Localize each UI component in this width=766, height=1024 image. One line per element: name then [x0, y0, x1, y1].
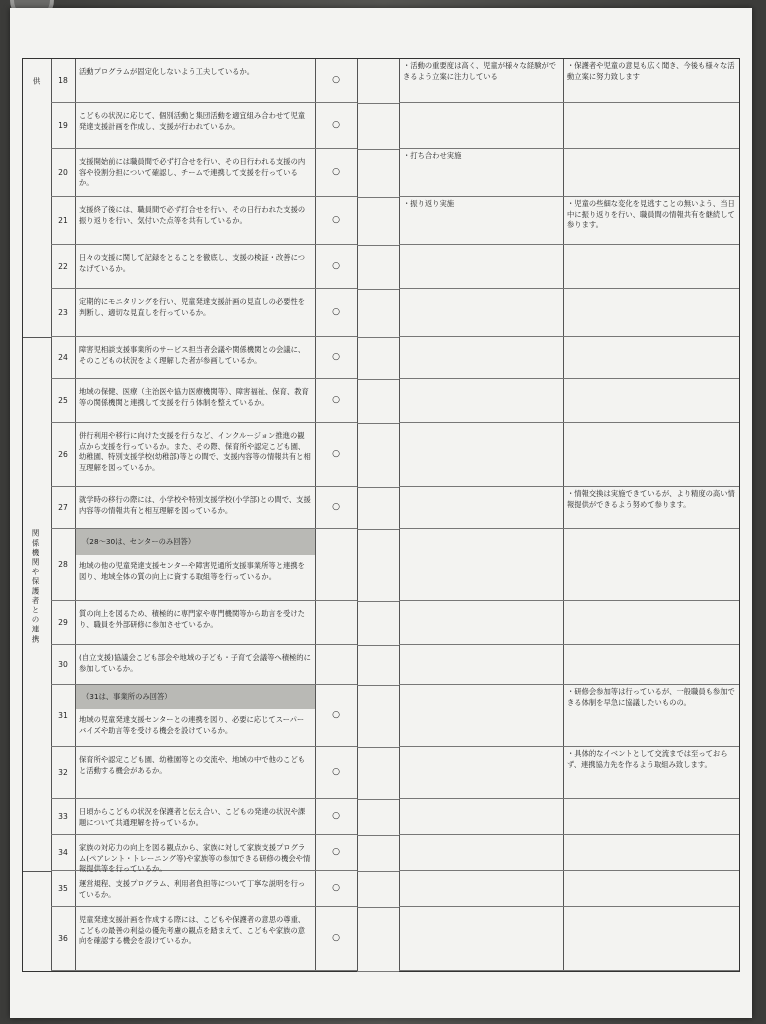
mark-yes: ○	[315, 379, 357, 423]
comment-improvement	[563, 149, 739, 197]
mark-yes: ○	[315, 423, 357, 487]
mark-no	[357, 685, 399, 748]
mark-yes: ○	[315, 487, 357, 529]
comment-status	[399, 601, 563, 645]
mark-no	[357, 379, 399, 424]
comment-improvement	[563, 423, 739, 487]
comment-improvement	[563, 289, 739, 337]
comment-improvement: ・具体的なイベントとして交流までは至っておらず、連携協力先を作るよう取組み致します。	[563, 747, 739, 799]
mark-yes: ○	[315, 337, 357, 379]
item-description: 支援終了後には、職員間で必ず打合せを行い、その日行われた支援の振り返りを行い、気付いた点等を共有しているか。	[75, 197, 315, 245]
mark-no	[357, 59, 399, 104]
mark-yes: ○	[315, 835, 357, 871]
mark-yes: ○	[315, 871, 357, 907]
item-description: 活動プログラムが固定化しないよう工夫しているか。	[75, 59, 315, 103]
row-number: 25	[51, 379, 75, 423]
mark-no	[357, 245, 399, 290]
comment-status	[399, 871, 563, 907]
note-31: （31は、事業所のみ回答）	[76, 685, 315, 709]
mark-no	[357, 907, 399, 972]
comment-status: ・振り返り実施	[399, 197, 563, 245]
item-description: 併行利用や移行に向けた支援を行うなど、インクルージョン推進の観点から支援を行っているか。また、その際、保育所や認定こども園、幼稚園、特別支援学校(幼稚部)等との間で、支援内容等の情報共有と相互理解を図っているか。	[75, 423, 315, 487]
mark-yes: ○	[315, 245, 357, 289]
comment-status: ・打ち合わせ実施	[399, 149, 563, 197]
mark-yes: ○	[315, 799, 357, 835]
comment-status	[399, 645, 563, 685]
evaluation-table	[22, 58, 740, 972]
comment-status	[399, 907, 563, 971]
mark-yes	[315, 645, 357, 685]
mark-no	[357, 149, 399, 198]
mark-no	[357, 289, 399, 338]
item-description: 児童発達支援計画を作成する際には、こどもや保護者の意思の尊重、こどもの最善の利益の優先考慮の観点を踏まえて、こどもや家族の意向を確認する機会を設けているか。	[75, 907, 315, 971]
row-number: 19	[51, 103, 75, 149]
mark-no	[357, 487, 399, 530]
row-number: 18	[51, 59, 75, 103]
mark-yes	[315, 601, 357, 645]
mark-no	[357, 645, 399, 686]
row-number: 36	[51, 907, 75, 971]
comment-status	[399, 379, 563, 423]
mark-yes: ○	[315, 907, 357, 971]
comment-improvement	[563, 799, 739, 835]
mark-yes: ○	[315, 197, 357, 245]
comment-improvement	[563, 645, 739, 685]
comment-improvement	[563, 601, 739, 645]
mark-yes: ○	[315, 289, 357, 337]
mark-yes: ○	[315, 149, 357, 197]
mark-no	[357, 799, 399, 836]
comment-improvement	[563, 103, 739, 149]
mark-no	[357, 197, 399, 246]
row-number: 30	[51, 645, 75, 685]
comment-improvement	[563, 835, 739, 871]
category-divider	[23, 337, 51, 338]
mark-yes: ○	[315, 685, 357, 747]
comment-status	[399, 245, 563, 289]
row-number: 26	[51, 423, 75, 487]
row-number: 33	[51, 799, 75, 835]
mark-no	[357, 601, 399, 646]
comment-improvement: ・情報交換は実施できているが、より精度の高い情報提供ができるよう努めて参ります。	[563, 487, 739, 529]
item-description: 地域の保健、医療（主治医や協力医療機関等）、障害福祉、保育、教育等の関係機関と連携して支援を行う体制を整えているか。	[75, 379, 315, 423]
category-divider	[23, 871, 51, 872]
item-description: 障害児相談支援事業所のサービス担当者会議や関係機関との会議に、そのこどもの状況をよく理解した者が参画しているか。	[75, 337, 315, 379]
mark-yes: ○	[315, 103, 357, 149]
mark-no	[357, 423, 399, 488]
item-description: 日々の支援に関して記録をとることを徹底し、支援の検証・改善につなげているか。	[75, 245, 315, 289]
row-number: 20	[51, 149, 75, 197]
note-28-30: （28～30は、センターのみ回答）	[76, 529, 315, 555]
comment-status	[399, 747, 563, 799]
row-number: 22	[51, 245, 75, 289]
comment-improvement	[563, 907, 739, 971]
mark-no	[357, 747, 399, 800]
comment-status	[399, 423, 563, 487]
category-label-top: 供	[32, 77, 41, 87]
comment-improvement: ・研修会参加等は行っているが、一般職員も参加できる体制を早急に協議したいものの。	[563, 685, 739, 747]
category-label-middle: 関係機関や保護者との連携	[31, 529, 40, 645]
mark-yes: ○	[315, 747, 357, 799]
item-description: 就学時の移行の際には、小学校や特別支援学校(小学部)との間で、支援内容等の情報共有と相互理解を図っているか。	[75, 487, 315, 529]
mark-yes: ○	[315, 59, 357, 103]
row-number: 23	[51, 289, 75, 337]
mark-no	[357, 835, 399, 872]
comment-improvement	[563, 529, 739, 601]
row-number: 21	[51, 197, 75, 245]
comment-status: ・活動の重要度は高く、児童が様々な経験ができるよう立案に注力している	[399, 59, 563, 103]
comment-status	[399, 103, 563, 149]
comment-improvement	[563, 245, 739, 289]
row-number: 27	[51, 487, 75, 529]
item-description: 地域の児童発達支援センターとの連携を図り、必要に応じてスーパーバイズや助言等を受ける機会を設けているか。	[75, 709, 315, 747]
comment-status	[399, 337, 563, 379]
comment-status	[399, 685, 563, 747]
item-description: 定期的にモニタリングを行い、児童発達支援計画の見直しの必要性を判断し、適切な見直しを行っているか。	[75, 289, 315, 337]
comment-status	[399, 487, 563, 529]
row-number: 29	[51, 601, 75, 645]
item-description: 日頃からこどもの状況を保護者と伝え合い、こどもの発達の状況や課題について共通理解を持っているか。	[75, 799, 315, 835]
item-description: こどもの状況に応じて、個別活動と集団活動を適宜組み合わせて児童発達支援計画を作成し、支援が行われているか。	[75, 103, 315, 149]
row-number: 35	[51, 871, 75, 907]
row-number: 31	[51, 685, 75, 747]
comment-improvement: ・保護者や児童の意見も広く聞き、今後も様々な活動立案に努力致します	[563, 59, 739, 103]
item-description: 家族の対応力の向上を図る観点から、家族に対して家族支援プログラム(ペアレント・トレーニング等)や家族等の参加できる研修の機会や情報提供等を行っているか。	[75, 835, 315, 871]
comment-status	[399, 529, 563, 601]
comment-improvement	[563, 337, 739, 379]
comment-improvement	[563, 379, 739, 423]
item-description: 支援開始前には職員間で必ず打合せを行い、その日行われる支援の内容や役割分担について確認し、チームで連携して支援を行っているか。	[75, 149, 315, 197]
mark-no	[357, 103, 399, 150]
row-number: 34	[51, 835, 75, 871]
item-description: 運営規程、支援プログラム、利用者負担等について丁寧な説明を行っているか。	[75, 871, 315, 907]
comment-improvement: ・児童の些細な変化を見逃すことの無いよう、当日中に振り返りを行い、職員間の情報共有を継続して参ります。	[563, 197, 739, 245]
mark-no	[357, 337, 399, 380]
mark-yes	[315, 529, 357, 601]
comment-improvement	[563, 871, 739, 907]
item-description: 地域の他の児童発達支援センターや障害児通所支援事業所等と連携を図り、地域全体の質の向上に資する取組等を行っているか。	[75, 555, 315, 601]
item-description: 保育所や認定こども園、幼稚園等との交流や、地域の中で他のこどもと活動する機会があるか。	[75, 747, 315, 799]
comment-status	[399, 835, 563, 871]
item-description: (自立支援)協議会こども部会や地域の子ども・子育て会議等へ積極的に参加しているか。	[75, 645, 315, 685]
mark-no	[357, 529, 399, 602]
item-description: 質の向上を図るため、積極的に専門家や専門機関等から助言を受けたり、職員を外部研修に参加させているか。	[75, 601, 315, 645]
row-number: 24	[51, 337, 75, 379]
comment-status	[399, 799, 563, 835]
row-number: 28	[51, 529, 75, 601]
mark-no	[357, 871, 399, 908]
row-number: 32	[51, 747, 75, 799]
comment-status	[399, 289, 563, 337]
